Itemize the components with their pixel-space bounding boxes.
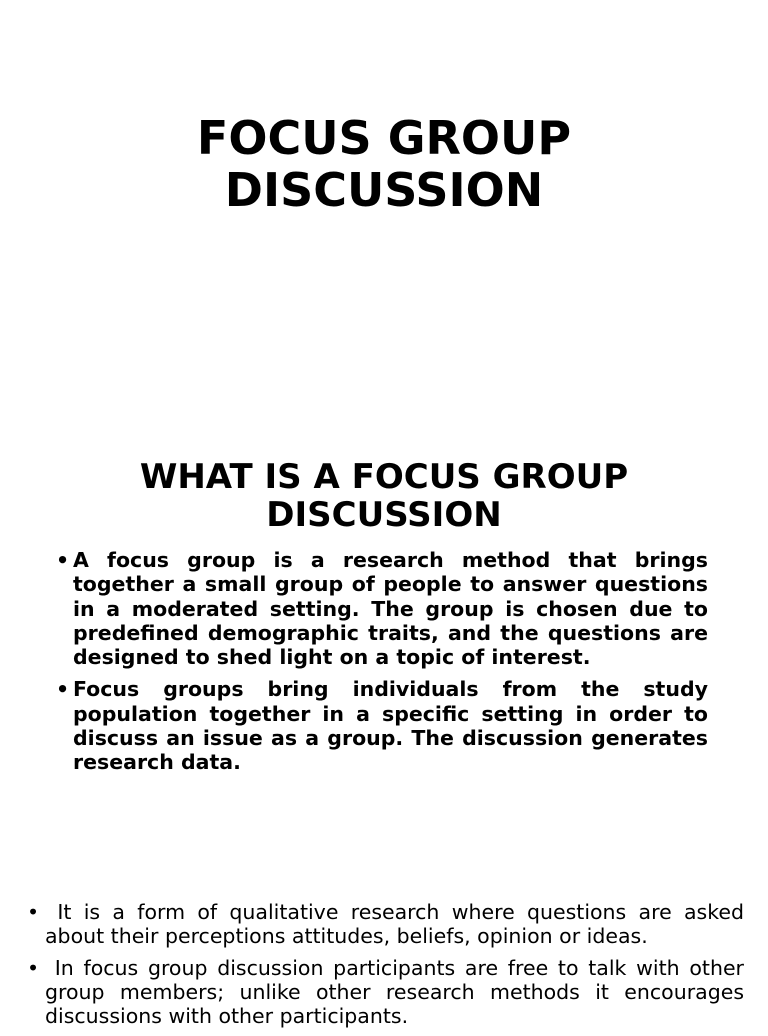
bullet-glyph: • (56, 677, 70, 702)
list-item (56, 677, 708, 774)
slide-1-title (0, 112, 768, 216)
list-item (27, 956, 744, 1028)
slide-3-bullet-list (27, 900, 744, 1036)
slide-2-title-line-2: DISCUSSION (266, 495, 502, 535)
slide-2-title-line-1: WHAT IS A FOCUS GROUP (139, 457, 629, 497)
slide-1-title-line-2: DISCUSSION (224, 163, 544, 217)
bullet-glyph: • (27, 956, 40, 980)
bullet-glyph: • (27, 900, 40, 924)
slide-2-bullet-list (56, 548, 708, 783)
slide-2 (0, 440, 768, 870)
bullet-text: It is a form of qualitative research where questions are asked about their perceptions attitudes, beliefs, opinion or ideas. (45, 900, 744, 948)
bullet-text: Focus groups bring individuals from the study population together in a specific setting in order to discuss an issue as a group. The discussion generates research data. (73, 677, 708, 775)
bullet-text: In focus group discussion participants are free to talk with other group members; unlike other research methods it encourages discussions with other participants. (45, 956, 744, 1028)
slide-1-title-line-1: FOCUS GROUP (196, 111, 572, 165)
list-item (56, 548, 708, 669)
list-item (27, 900, 744, 948)
slide-1 (0, 0, 768, 440)
bullet-glyph: • (56, 548, 70, 572)
slide-3 (0, 870, 768, 1028)
slide-2-title (0, 458, 768, 534)
bullet-text: A focus group is a research method that brings together a small group of people to answer questions in a moderated setting. The group is chosen due to predefined demographic traits, and the questions are designed to shed light on a topic of interest. (73, 548, 708, 670)
